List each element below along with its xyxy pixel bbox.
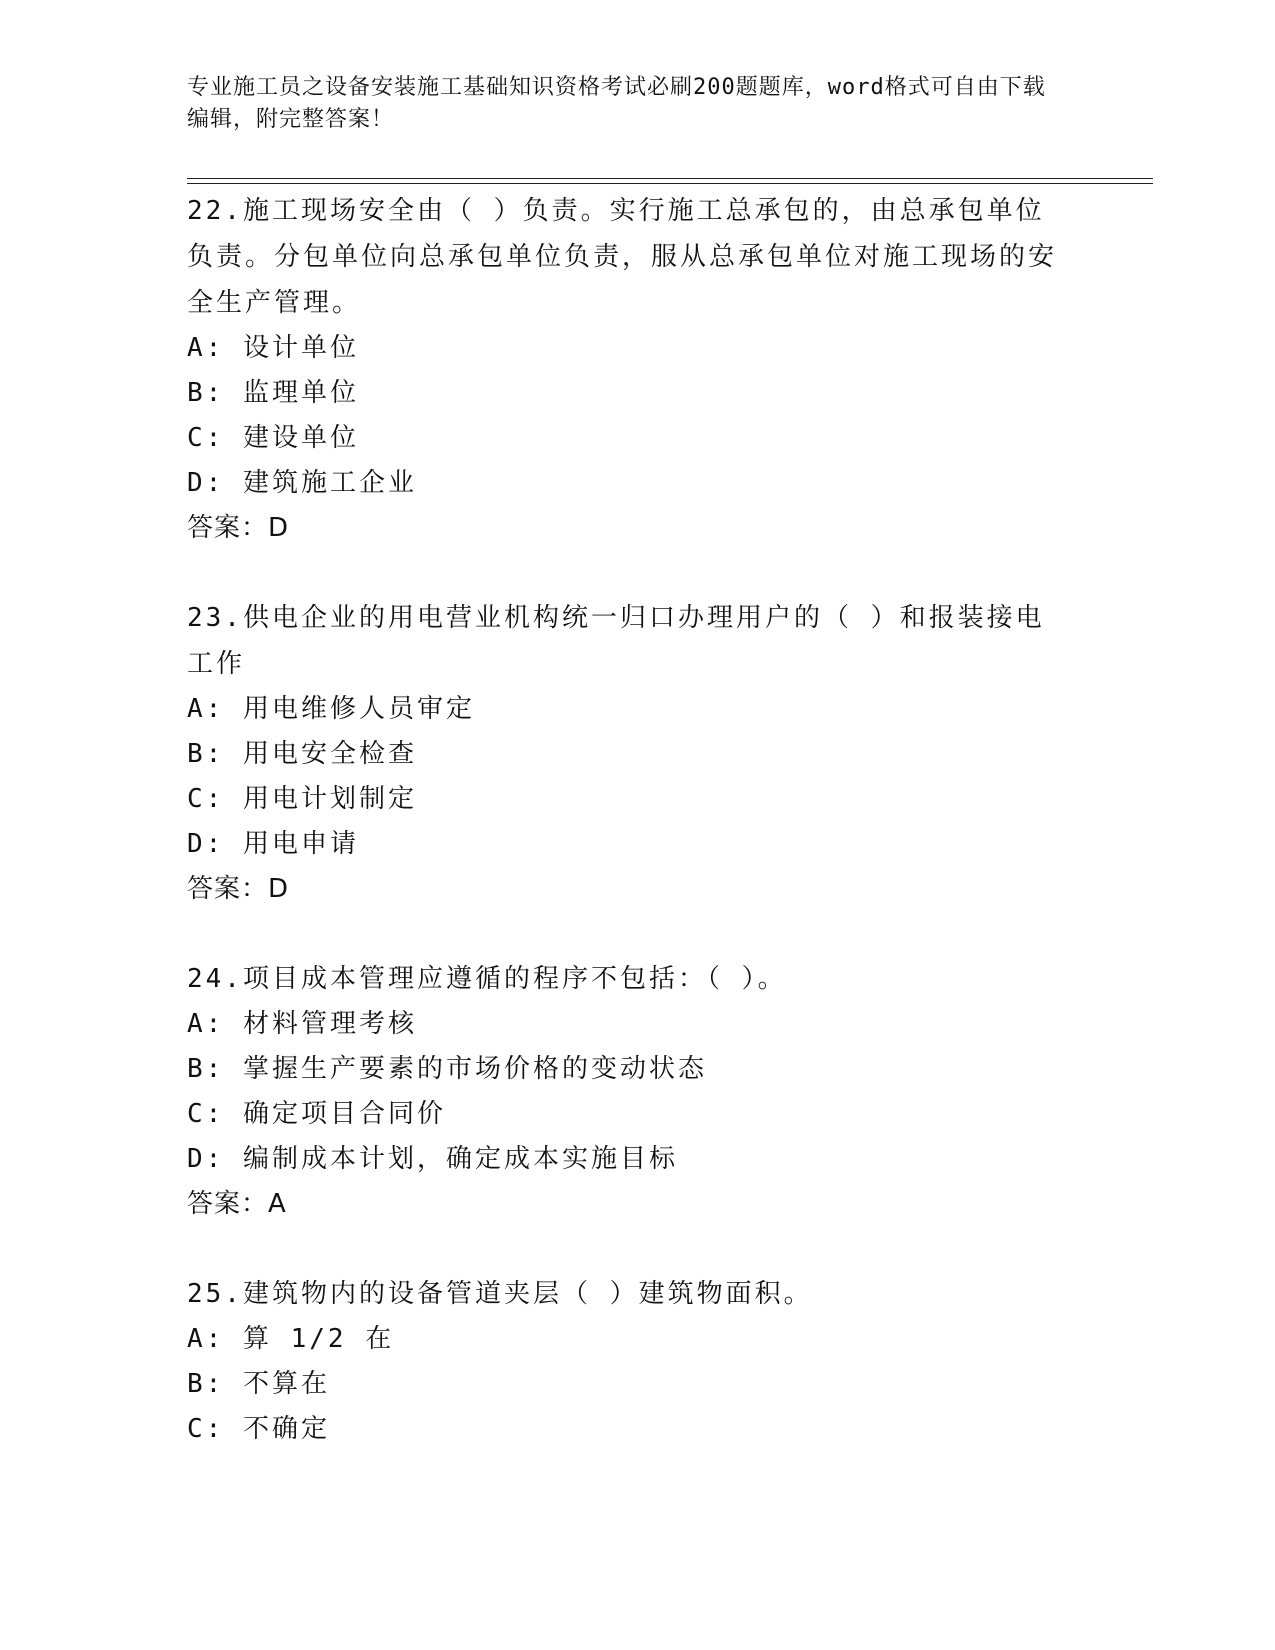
- document-header: 专业施工员之设备安装施工基础知识资格考试必刷200题题库，word格式可自由下载编辑，附完整答案！: [187, 75, 1046, 132]
- option-b: B: 监理单位: [187, 378, 359, 408]
- question-text: 25.建筑物内的设备管道夹层（ ）建筑物面积。: [187, 1279, 813, 1309]
- option-c: C: 不确定: [187, 1414, 330, 1444]
- option-c: C: 确定项目合同价: [187, 1099, 446, 1129]
- question-list: [187, 188, 1067, 1496]
- option-b: B: 用电安全检查: [187, 739, 417, 769]
- option-d: D: 用电申请: [187, 829, 359, 859]
- header-rule-top: [187, 178, 1153, 179]
- option-b: B: 不算在: [187, 1369, 330, 1399]
- question-24: [187, 956, 1067, 1227]
- option-c: C: 建设单位: [187, 423, 359, 453]
- header-rule-bottom: [187, 183, 1153, 184]
- option-d: D: 建筑施工企业: [187, 468, 417, 498]
- option-a: A: 用电维修人员审定: [187, 694, 475, 724]
- answer: 答案：D: [187, 513, 290, 543]
- option-a: A: 算 1/2 在: [187, 1324, 395, 1354]
- question-25: [187, 1271, 1067, 1452]
- question-text: 23.供电企业的用电营业机构统一归口办理用户的（ ）和报装接电工作: [187, 603, 1045, 679]
- option-b: B: 掌握生产要素的市场价格的变动状态: [187, 1054, 707, 1084]
- option-a: A: 设计单位: [187, 333, 359, 363]
- answer: 答案：D: [187, 874, 290, 904]
- question-23: [187, 595, 1067, 912]
- option-c: C: 用电计划制定: [187, 784, 417, 814]
- question-22: [187, 188, 1067, 551]
- question-text: 24.项目成本管理应遵循的程序不包括：（ ）。: [187, 964, 787, 994]
- question-text: 22.施工现场安全由（ ）负责。实行施工总承包的，由总承包单位负责。分包单位向总承包单位负责，服从总承包单位对施工现场的安全生产管理。: [187, 196, 1058, 318]
- option-a: A: 材料管理考核: [187, 1009, 417, 1039]
- answer: 答案：A: [187, 1189, 287, 1219]
- option-d: D: 编制成本计划，确定成本实施目标: [187, 1144, 678, 1174]
